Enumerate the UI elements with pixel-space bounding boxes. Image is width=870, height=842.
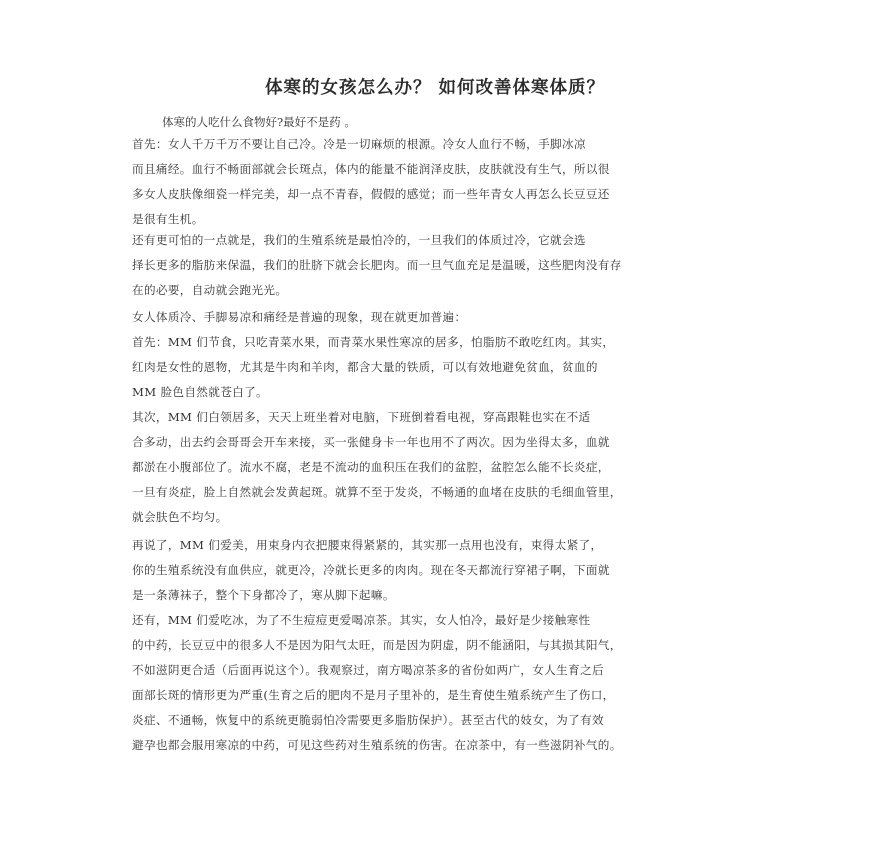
text-line: 都淤在小腹部位了。流水不腐，老是不流动的血积压在我们的盆腔，盆腔怎么能不长炎症， (132, 460, 610, 474)
text-line: 首先：女人千万千万不要让自己冷。冷是一切麻烦的根源。冷女人血行不畅，手脚冰凉 (132, 137, 586, 151)
text-line: 再说了，MM 们爱美，用束身内衣把腰束得紧紧的，其实那一点用也没有，束得太紧了， (132, 538, 603, 552)
text-line: 的中药，长豆豆中的很多人不是因为阳气太旺，而是因为阴虚，阴不能涵阳，与其损其阳气， (132, 638, 622, 652)
paragraph-3 (132, 305, 742, 405)
text-line: 红肉是女性的恩物，尤其是牛肉和羊肉，都含大量的铁质，可以有效地避免贫血，贫血的 (132, 360, 598, 374)
paragraph-5 (132, 533, 742, 608)
text-line: 在的必要，自动就会跑光光。 (132, 283, 288, 297)
text-line: 就会肤色不均匀。 (132, 510, 228, 524)
text-line: 你的生殖系统没有血供应，就更冷，冷就长更多的肉肉。现在冬天都流行穿裙子啊，下面就 (132, 563, 610, 577)
text-line: 避孕也都会服用寒凉的中药，可见这些药对生殖系统的伤害。在凉茶中，有一些滋阴补气的。 (132, 738, 622, 752)
document-title: 体寒的女孩怎么办？ 如何改善体寒体质？ (264, 78, 606, 98)
intro-line: 体寒的人吃什么食物好?最好不是药 。 (162, 115, 356, 129)
text-line: 女人体质冷、手脚易凉和痛经是普遍的现象，现在就更加普遍： (132, 310, 467, 324)
text-line: 多女人皮肤像细瓷一样完美，却一点不青春，假假的感觉；而一些年青女人再怎么长豆豆还 (132, 187, 610, 201)
text-line: 一旦有炎症，脸上自然就会发黄起斑。就算不至于发炎，不畅通的血堵在皮肤的毛细血管里， (132, 485, 622, 499)
paragraph-2 (132, 228, 742, 303)
text-line: 是一条薄袜子，整个下身都冷了，寒从脚下起嘛。 (132, 588, 395, 602)
text-line: 而且痛经。血行不畅面部就会长斑点，体内的能量不能润泽皮肤，皮肤就没有生气，所以很 (132, 162, 610, 176)
text-line: 其次，MM 们白领居多，天天上班坐着对电脑，下班倒着看电视，穿高跟鞋也实在不适 (132, 410, 591, 424)
text-line: 择长更多的脂肪来保温，我们的肚脐下就会长肥肉。而一旦气血充足是温暖，这些肥肉没有存 (132, 258, 622, 272)
text-line: 炎症、不通畅，恢复中的系统更脆弱怕冷需要更多脂肪保护）。甚至古代的妓女，为了有效 (132, 713, 604, 727)
paragraph-1 (132, 132, 742, 232)
text-line: 不如滋阴更合适（后面再说这个）。我观察过，南方喝凉茶多的省份如两广，女人生育之后 (132, 663, 604, 677)
text-line: 还有，MM 们爱吃冰，为了不生痘痘更爱喝凉茶。其实，女人怕冷，最好是少接触寒性 (132, 613, 591, 627)
text-line: 还有更可怕的一点就是，我们的生殖系统是最怕冷的，一旦我们的体质过冷，它就会选 (132, 233, 586, 247)
paragraph-6 (132, 608, 742, 758)
text-line: 面部长斑的情形更为严重(生育之后的肥肉不是月子里补的，是生育使生殖系统产生了伤口， (132, 688, 615, 702)
text-line: 是很有生机。 (132, 212, 204, 226)
text-line: 合多动，出去约会哥哥会开车来接，买一张健身卡一年也用不了两次。因为坐得太多，血就 (132, 435, 610, 449)
text-line: 首先：MM 们节食，只吃青菜水果，而青菜水果性寒凉的居多，怕脂肪不敢吃红肉。其实， (132, 335, 615, 349)
text-line: MM 脸色自然就苍白了。 (132, 385, 268, 399)
paragraph-4 (132, 405, 742, 530)
